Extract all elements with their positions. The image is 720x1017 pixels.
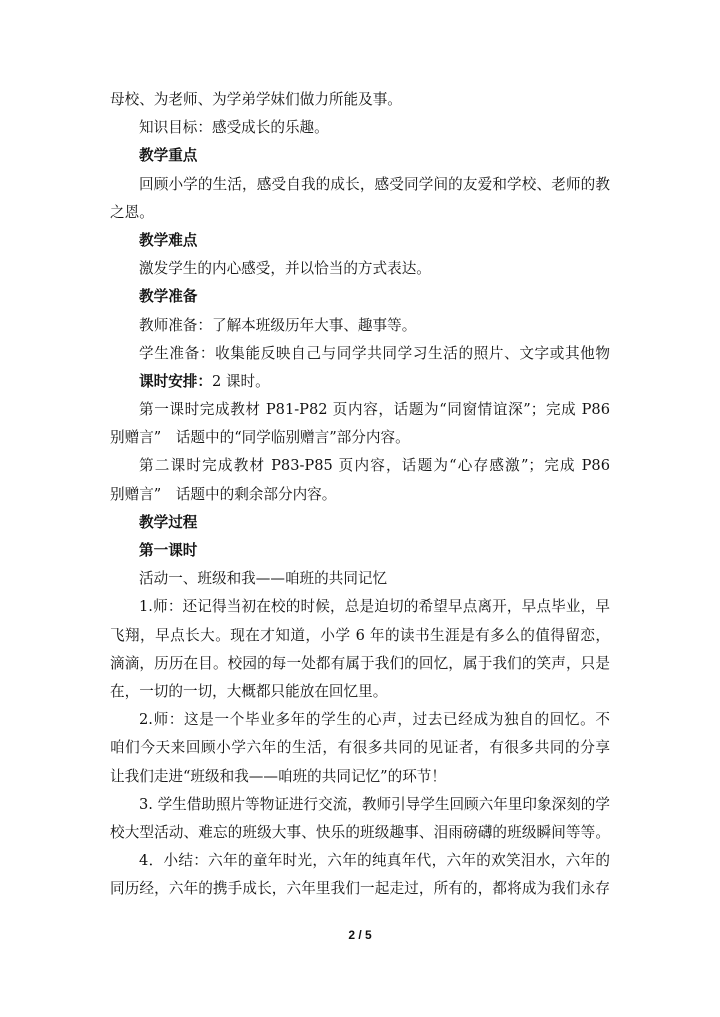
teacher-preparation: 教师准备：了解本班级历年大事、趣事等。 xyxy=(139,316,417,334)
heading-teaching-preparation: 教学准备 xyxy=(139,288,198,306)
schedule-value: 2 课时。 xyxy=(211,372,270,390)
text-line: 回顾小学的生活，感受自我的成长，感受同学间的友爱和学校、老师的教 xyxy=(139,175,610,193)
text-line: 让我们走进“班级和我——咱班的共同记忆”的环节！ xyxy=(110,767,446,785)
text-line: 飞翔，早点长大。现在才知道，小学 6 年的读书生涯是有多么的值得留恋， xyxy=(110,626,610,644)
text-line: 在，一切的一切，大概都只能放在回忆里。 xyxy=(110,682,388,700)
heading-teaching-focus: 教学重点 xyxy=(139,147,198,165)
heading-teaching-process: 教学过程 xyxy=(139,513,198,531)
activity-one-title: 活动一、班级和我——咱班的共同记忆 xyxy=(139,570,388,588)
schedule-label: 课时安排： xyxy=(139,372,212,390)
text-line: 别赠言” 话题中的剩余部分内容。 xyxy=(110,485,337,503)
text-line: 咱们今天来回顾小学六年的生活，有很多共同的见证者，有很多共同的分享 xyxy=(110,739,610,757)
page-number: 2 / 5 xyxy=(348,928,372,942)
student-preparation: 学生准备：收集能反映自己与同学共同学习生活的照片、文字或其他物 xyxy=(139,344,610,362)
heading-teaching-difficulty: 教学难点 xyxy=(139,231,198,249)
document-page xyxy=(110,86,610,903)
text-line: 2.师：这是一个毕业多年的学生的心声，过去已经成为独自的回忆。不 xyxy=(139,711,610,729)
text-line: 1.师：还记得当初在校的时候，总是迫切的希望早点离开，早点毕业，早 xyxy=(139,598,610,616)
text-line: 3. 学生借助照片等物证进行交流，教师引导学生回顾六年里印象深刻的学 xyxy=(139,795,610,813)
class-schedule xyxy=(110,368,610,396)
text-line: 4．小结：六年的童年时光，六年的纯真年代，六年的欢笑泪水，六年的 xyxy=(139,852,610,870)
text-line: 之恩。 xyxy=(110,203,154,221)
text-line: 母校、为老师、为学弟学妹们做力所能及事。 xyxy=(110,91,402,108)
text-line: 校大型活动、难忘的班级大事、快乐的班级趣事、泪雨磅礴的班级瞬间等等。 xyxy=(110,823,610,841)
text-line: 第一课时完成教材 P81-P82 页内容，话题为“同窗情谊深”；完成 P86 xyxy=(139,401,610,419)
text-line: 滴滴，历历在目。校园的每一处都有属于我们的回忆，属于我们的笑声，只是 xyxy=(110,654,610,672)
text-line: 同历经，六年的携手成长，六年里我们一起走过，所有的，都将成为我们永存 xyxy=(110,880,610,898)
text-line: 第二课时完成教材 P83-P85 页内容，话题为“心存感激”；完成 P86 xyxy=(139,457,610,475)
text-line: 激发学生的内心感受，并以恰当的方式表达。 xyxy=(139,260,431,278)
text-line: 别赠言” 话题中的“同学临别赠言”部分内容。 xyxy=(110,429,410,447)
knowledge-goal: 知识目标：感受成长的乐趣。 xyxy=(139,119,329,137)
heading-first-lesson: 第一课时 xyxy=(139,542,198,559)
